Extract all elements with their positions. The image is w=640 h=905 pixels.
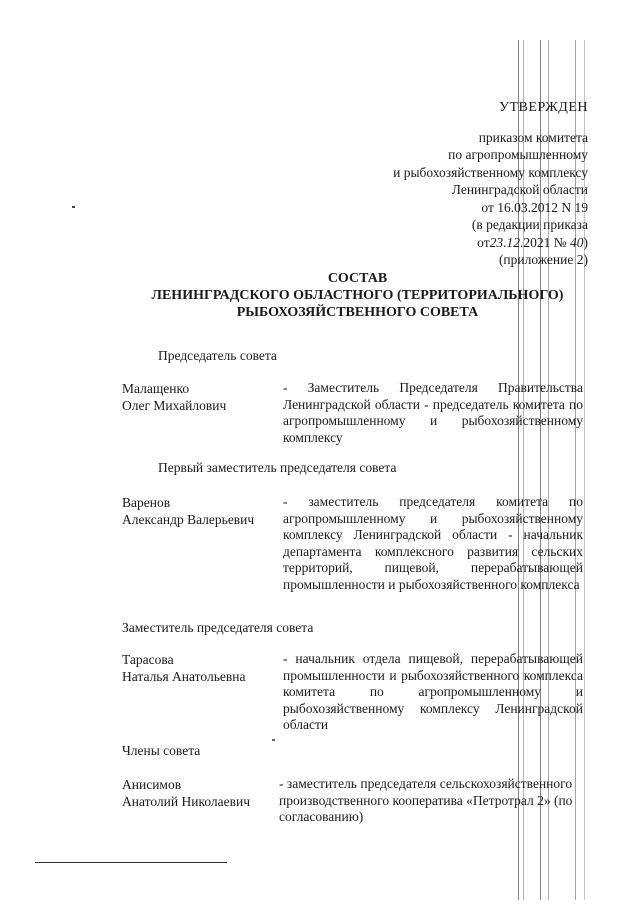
scan-speck [272,739,275,741]
approval-line: приказом комитета [478,129,588,145]
section-deputy: Заместитель председателя совета [122,620,314,635]
document-title [120,270,595,321]
approval-line: и рыбохозяйственному комплексу [393,164,588,180]
amendment-line: от23.12.2021 № 40) [477,234,588,250]
approval-heading: УТВЕРЖДЕН [499,100,588,115]
member-name: Анисимов Анатолий Николаевич [122,777,250,809]
section-chair: Председатель совета [158,348,277,363]
member-role: - заместитель председателя комитета по агропромышленному и рыбохозяйственному комплексу Ленинградской области - начальник департамента комплексного развития сельских территорий, пищевой, перерабатывающей промышленности и рыбохозяйственного комплекса [283,494,583,592]
handwritten-day: 23 [489,234,504,250]
section-first-deputy: Первый заместитель председателя совета [158,460,397,475]
appendix-label: (приложение 2) [498,252,588,267]
handwritten-number: 40 [570,234,584,250]
member-role: - Заместитель Председателя Правительства Ленинградской области - председатель комитета по агропромышленному и рыбохозяйственному комплексу [283,380,583,445]
member-name: Малащенко Олег Михайлович [122,381,227,413]
approval-line: Ленинградской области [451,182,588,197]
title-line: ЛЕНИНГРАДСКОГО ОБЛАСТНОГО (ТЕРРИТОРИАЛЬНОГО) [151,288,564,303]
approval-block [393,99,588,269]
handwritten-month: 12 [506,234,520,250]
approval-line: от 16.03.2012 N 19 [481,199,588,215]
member-role: - заместитель председателя сельскохозяйственного производственного кооператива «Петротрал 2» (по согласованию) [279,776,573,824]
approval-line: по агропромышленному [448,147,588,162]
section-members: Члены совета [122,743,201,758]
title-line: РЫБОХОЗЯЙСТВЕННОГО СОВЕТА [236,305,479,320]
member-role: - начальник отдела пищевой, перерабатывающей промышленности и рыбохозяйственного комплекса комитета по агропромышленному и рыбохозяйственному комплексу Ленинградской области [283,651,583,732]
scan-speck [72,206,75,208]
title-line: СОСТАВ [327,271,388,286]
member-name: Варенов Александр Валерьевич [122,495,255,527]
footnote-separator [35,862,227,863]
member-name: Тарасова Наталья Анатольевна [122,652,246,684]
approval-line: (в редакции приказа [471,217,588,232]
